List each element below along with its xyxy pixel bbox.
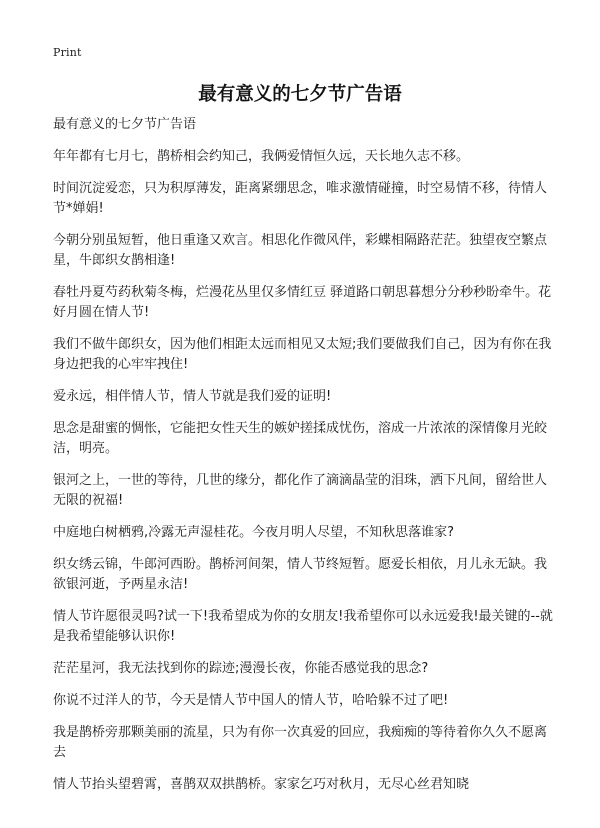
print-link[interactable]: Print: [53, 46, 82, 59]
paragraph: 织女绣云锦，牛郎河西盼。鹊桥河间架，情人节终短暂。愿爱长相依，月儿永无缺。我欲银河逝，予两星永洁!: [53, 557, 548, 592]
paragraph: 思念是甜蜜的惆怅，它能把女性天生的嫉妒搓揉成忧伤，溶成一片浓浓的深情像月光皎洁，明亮。: [53, 421, 548, 456]
paragraph: 年年都有七月七，鹊桥相会约知己，我俩爱情恒久远，天长地久志不移。: [53, 149, 470, 164]
paragraph: 我们不做牛郎织女，因为他们相距太远而相见又太短;我们要做我们自己，因为有你在我身边把我的心牢牢拽住!: [53, 337, 552, 372]
paragraph: 今朝分别虽短暂，他日重逢又欢言。相思化作微风伴，彩蝶相隔路茫茫。独望夜空繁点星，牛郎织女鹊相逢!: [53, 233, 548, 268]
paragraph: 你说不过洋人的节，今天是情人节中国人的情人节，哈哈躲不过了吧!: [53, 693, 449, 708]
paragraph: 我是鹊桥旁那颗美丽的流星，只为有你一次真爱的回应，我痴痴的等待着你久久不愿离去: [53, 725, 548, 760]
article-body: [53, 115, 553, 807]
paragraph: 茫茫星河，我无法找到你的踪迹;漫漫长夜，你能否感觉我的思念?: [53, 661, 429, 676]
paragraph: 中庭地白树栖鸦,冷露无声湿桂花。今夜月明人尽望，不知秋思落谁家?: [53, 525, 455, 540]
page-title: 最有意义的七夕节广告语: [198, 84, 402, 105]
article-subtitle: 最有意义的七夕节广告语: [53, 117, 197, 132]
paragraph: 情人节许愿很灵吗?试一下!我希望成为你的女朋友!我希望你可以永远爱我!最关键的--就是我希望能够认识你!: [53, 609, 553, 644]
paragraph: 爱永远，相伴情人节，情人节就是我们爱的证明!: [53, 389, 332, 404]
paragraph: 银河之上，一世的等待，几世的缘分，都化作了滴滴晶莹的泪珠，洒下凡间，留给世人无限的祝福!: [53, 473, 548, 508]
paragraph: 情人节抬头望碧霄，喜鹊双双拱鹊桥。家家乞巧对秋月，无尽心丝君知晓: [53, 777, 470, 792]
paragraph: 时间沉淀爱恋，只为积厚薄发，距离紧绷思念，唯求激情碰撞，时空易情不移，待情人节*婵娟!: [53, 181, 548, 216]
paragraph: 春牡丹夏芍药秋菊冬梅，烂漫花丛里仅多情红豆 驿道路口朝思暮想分分秒秒盼牵牛。花好月圆在情人节!: [53, 285, 552, 320]
